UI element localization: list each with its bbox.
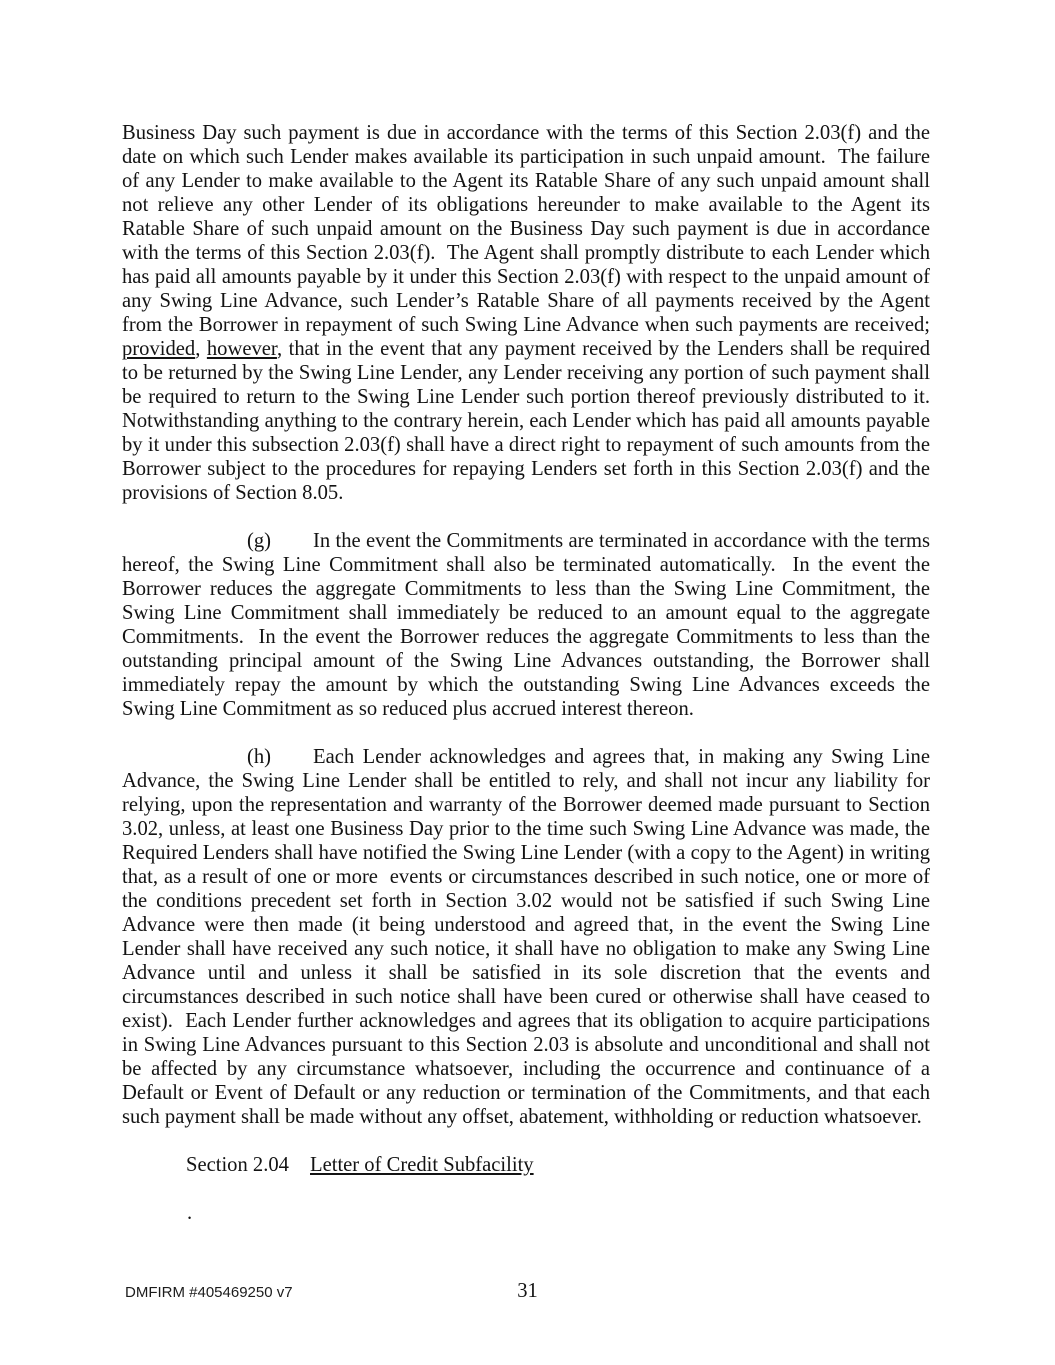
section-heading-title: Letter of Credit Subfacility <box>310 1154 534 1176</box>
section-heading <box>122 1153 930 1177</box>
underlined-term-provided: provided <box>122 338 196 360</box>
paragraph-g <box>122 529 936 721</box>
footer-page-number: 31 <box>517 1280 538 1302</box>
paragraph-h-marker: (h) <box>247 746 272 768</box>
underlined-term-however: however <box>206 338 277 360</box>
paragraph-h <box>122 745 936 1129</box>
paragraph-text: In the event the Commitments are terminated in accordance with the terms hereof, the Swing Line Commitment shall also be terminated automatically. In the event the Borrower reduces the aggregate Commitments to less than the Swing Line Commitment, the Swing Line Commitment shall immediately be reduced to an amount equal to the aggregate Commitments. In the event the Borrower reduces the aggregate Commitments to less than the outstanding principal amount of the Swing Line Advances outstanding, the Borrower shall immediately repay the amount by which the outstanding Swing Line Advances exceeds the Swing Line Commitment as so reduced plus accrued interest thereon. <box>122 530 936 720</box>
stray-period: . <box>187 1202 193 1224</box>
paragraph-text: , that in the event that any payment received by the Lenders shall be required to be returned by the Swing Line Lender, any Lender receiving any portion of such payment shall be required to return to the Swing Line Lender such portion thereof previously distributed to it. Notwithstanding anything to the contrary herein, each Lender which has paid all amounts payable by it under this subsection 2.03(f) shall have a direct right to repayment of such amounts from the Borrower subject to the procedures for repaying Lenders set forth in this Section 2.03(f) and the provisions of Section 8.05. <box>122 338 941 504</box>
document-body <box>122 121 941 1225</box>
footer-document-id: DMFIRM #405469250 v7 <box>125 1284 293 1301</box>
paragraph-g-marker: (g) <box>247 530 272 552</box>
paragraph-text: , <box>195 338 207 360</box>
paragraph-text: Business Day such payment is due in accordance with the terms of this Section 2.03(f) and the date on which such Lender makes available its participation in such unpaid amount. The failure of any Lender to make available to the Agent its Ratable Share of any such unpaid amount shall not relieve any other Lender of its obligations hereunder to make available to the Agent its Ratable Share of such unpaid amount on the Business Day such payment is due in accordance with the terms of this Section 2.03(f). The Agent shall promptly distribute to each Lender which has paid all amounts payable by it under this Section 2.03(f) with respect to the unpaid amount of any Swing Line Advance, such Lender’s Ratable Share of all payments received by the Agent from the Borrower in repayment of such Swing Line Advance when such payments are received; <box>122 122 936 336</box>
paragraph-text: Each Lender acknowledges and agrees that, in making any Swing Line Advance, the Swing Line Lender shall be entitled to rely, and shall not incur any liability for relying, upon the representation and warranty of the Borrower deemed made pursuant to Section 3.02, unless, at least one Business Day prior to the time such Swing Line Advance was made, the Required Lenders shall have notified the Swing Line Lender (with a copy to the Agent) in writing that, as a result of one or more events or circumstances described in such notice, one or more of the conditions precedent set forth in Section 3.02 would not be satisfied if such Swing Line Advance were then made (it being understood and agreed that, in the event the Swing Line Lender shall have received any such notice, it shall have no obligation to make any Swing Line Advance until and unless it shall be satisfied in its sole discretion that the events and circumstances described in such notice shall have been cured or otherwise shall have ceased to exist). Each Lender further acknowledges and agrees that its obligation to acquire participations in Swing Line Advances pursuant to this Section 2.03 is absolute and unconditional and shall not be affected by any circumstance whatsoever, including the occurrence and continuance of a Default or Event of Default or any reduction or termination of the Commitments, and that each such payment shall be made without any offset, abatement, withholding or reduction whatsoever. <box>122 746 936 1128</box>
section-heading-number: Section 2.04 <box>186 1154 289 1176</box>
paragraph-continuation <box>122 121 941 505</box>
